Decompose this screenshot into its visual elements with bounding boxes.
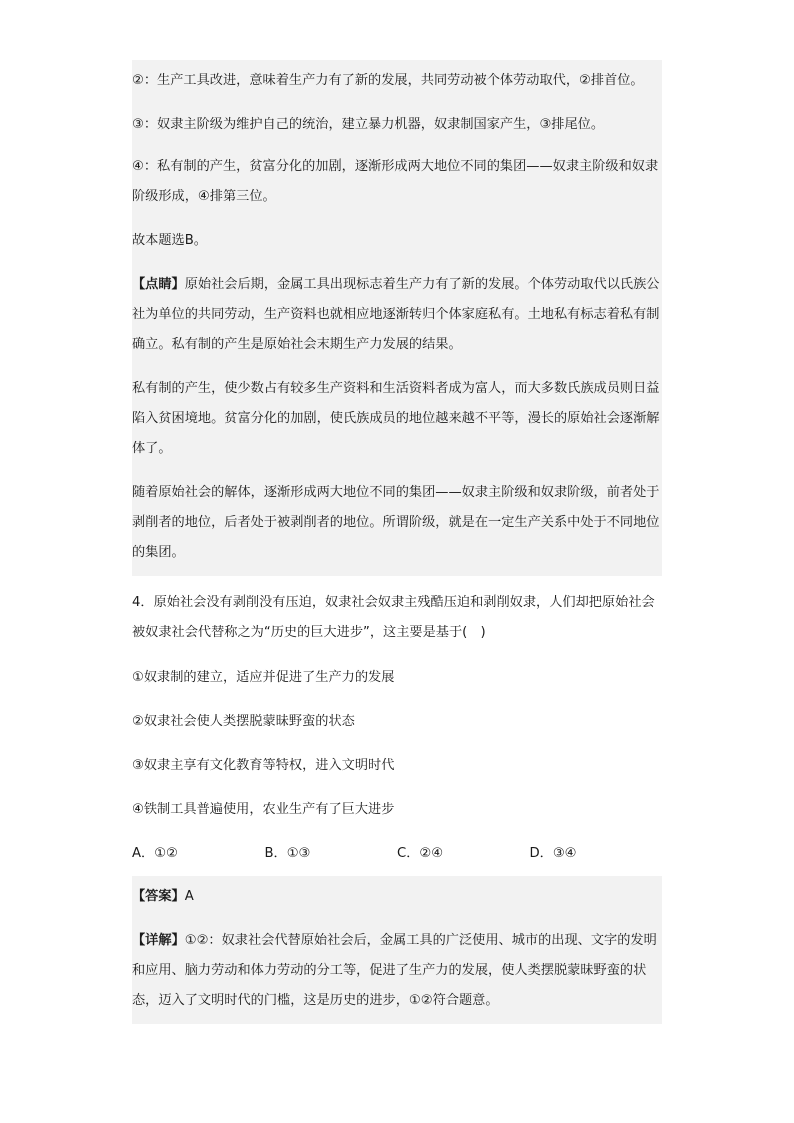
answer-section	[132, 876, 662, 1024]
choice-d: D．③④	[529, 846, 577, 861]
explanation-section	[132, 60, 662, 576]
statement-item: ①奴隶制的建立，适应并促进了生产力的发展	[132, 670, 395, 685]
tip-paragraph: 私有制的产生，使少数占有较多生产资料和生活资料者成为富人，而大多数氏族成员则日益陷入贫困境地。贫富分化的加剧，使氏族成员的地位越来越不平等，漫长的原始社会逐渐解体了。	[132, 381, 660, 456]
answer-choices	[132, 832, 662, 876]
answer-label: 【答案】	[132, 889, 185, 904]
explanation-paragraph: ②：生产工具改进，意味着生产力有了新的发展，共同劳动被个体劳动取代，②排首位。	[132, 73, 644, 88]
detail-text: ①②：奴隶社会代替原始社会后，金属工具的广泛使用、城市的出现、文字的发明和应用、脑力劳动和体力劳动的分工等，促进了生产力的发展，使人类摆脱蒙昧野蛮的状态，迈入了文明时代的门槛，这是历史的进步，①②符合题意。	[132, 933, 657, 1008]
statement-item: ②奴隶社会使人类摆脱蒙昧野蛮的状态	[132, 714, 355, 729]
answer-line	[132, 876, 662, 920]
choice-a: A．①②	[132, 846, 178, 861]
explanation-paragraph: ③：奴隶主阶级为维护自己的统治，建立暴力机器，奴隶制国家产生，③排尾位。	[132, 117, 605, 132]
explanation-paragraph: ④：私有制的产生，贫富分化的加剧，逐渐形成两大地位不同的集团——奴隶主阶级和奴隶阶级形成，④排第三位。	[132, 159, 659, 204]
answer-value: A	[184, 889, 194, 904]
statement-item: ④铁制工具普遍使用，农业生产有了巨大进步	[132, 802, 395, 817]
choice-b: B．①③	[264, 846, 311, 861]
question-stem: 4．原始社会没有剥削没有压迫，奴隶社会奴隶主残酷压迫和剥削奴隶，人们却把原始社会被奴隶社会代替称之为“历史的巨大进步”，这主要是基于( )	[132, 595, 655, 640]
tip-paragraph	[132, 264, 662, 368]
question-section	[132, 576, 662, 876]
conclusion-paragraph: 故本题选B。	[132, 233, 207, 248]
tip-label: 【点睛】	[132, 277, 185, 292]
tip-text: 原始社会后期，金属工具出现标志着生产力有了新的发展。个体劳动取代以氏族公社为单位的共同劳动，生产资料也就相应地逐渐转归个体家庭私有。土地私有标志着私有制确立。私有制的产生是原始社会末期生产力发展的结果。	[132, 277, 660, 352]
detail-label: 【详解】	[132, 933, 185, 948]
document-page	[132, 60, 662, 1024]
statement-item: ③奴隶主享有文化教育等特权，进入文明时代	[132, 758, 395, 773]
choice-c: C．②④	[397, 846, 444, 861]
detail-paragraph	[132, 920, 662, 1024]
tip-paragraph: 随着原始社会的解体，逐渐形成两大地位不同的集团——奴隶主阶级和奴隶阶级，前者处于剥削者的地位，后者处于被剥削者的地位。所谓阶级，就是在一定生产关系中处于不同地位的集团。	[132, 485, 660, 560]
